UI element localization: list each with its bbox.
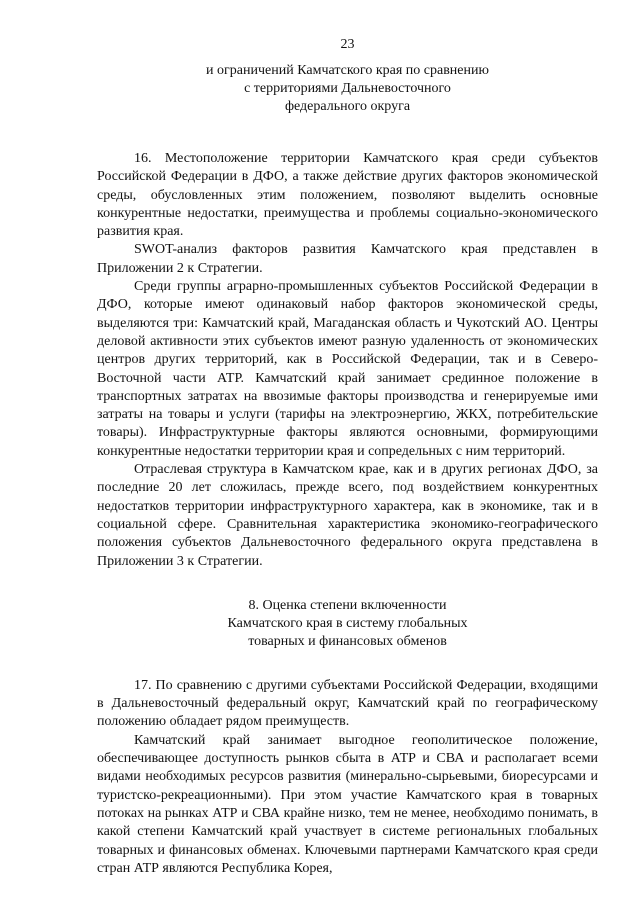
heading-continuation [97, 62, 598, 116]
section-heading-line: 8. Оценка степени включенности [248, 597, 447, 613]
paragraph-geopolitical: Камчатский край занимает выгодное геополитическое положение, обеспечивающее доступность рынков сбыта в АТР и СВА и располагает всеми видами необходимых ресурсов развития (минерально-сырьевыми, биоресурсами и туристско-рекреационными). При этом участие Камчатского края в товарных потоках на рынках АТР и СВА крайне низко, тем не менее, необходимо понимать, в какой степени Камчатский край участвует в системе региональных глобальных товарных и финансовых обменах. Ключевыми партнерами Камчатского края среди стран АТР являются Республика Корея, [97, 732, 598, 876]
paragraph-17: 17. По сравнению с другими субъектами Российской Федерации, входящими в Дальневосточный федеральный округ, Камчатский край по географическому положению обладает рядом преимуществ. [97, 677, 598, 730]
paragraph-sector-structure: Отраслевая структура в Камчатском крае, как и в других регионах ДФО, за последние 20 лет сложилась, прежде всего, под воздействием конкурентных недостатков территории инфраструктурного характера, как в экономике, так и в социальной сфере. Сравнительная характеристика экономико-географического положения субъектов Дальневосточного федерального округа представлена в Приложении 3 к Стратегии. [97, 462, 598, 569]
spacer [97, 116, 598, 150]
paragraph-swot: SWOT-анализ факторов развития Камчатского края представлен в Приложении 2 к Стратегии. [97, 242, 598, 276]
heading-line: федерального округа [284, 99, 411, 114]
page-number: 23 [340, 37, 355, 52]
section-heading-line: Камчатского края в систему глобальных [227, 615, 468, 631]
section-heading [97, 597, 598, 651]
heading-line: и ограничений Камчатского края по сравнению [206, 63, 489, 78]
spacer [97, 571, 598, 597]
section-heading-line: товарных и финансовых обменов [248, 633, 447, 649]
heading-line: с территориями Дальневосточного [244, 81, 451, 96]
paragraph-16: 16. Местоположение территории Камчатского края среди субъектов Российской Федерации в ДФО, а также действие других факторов экономической среды, обусловленных этим положением, позволяют выделить основные конкурентные недостатки, преимущества и проблемы социально-экономического развития края. [97, 151, 598, 240]
paragraph-agro-group: Среди группы аграрно-промышленных субъектов Российской Федерации в ДФО, которые имеют одинаковый набор факторов экономической среды, выделяются три: Камчатский край, Магаданская область и Чукотский АО. Центры деловой активности этих субъектов имеют разную удаленность от экономических центров других территорий, как в Российской Федерации, так и в Северо-Восточной части АТР. Камчатский край занимает срединное положение в транспортных затратах на ввозимые факторы производства и генерируемые ими затраты на товары и услуги (тарифы на электроэнергию, ЖКХ, потребительские товары). Инфраструктурные факторы являются основными, формирующими конкурентные недостатки территории края и сопредельных с ним территорий. [97, 279, 598, 459]
spacer [97, 651, 598, 677]
